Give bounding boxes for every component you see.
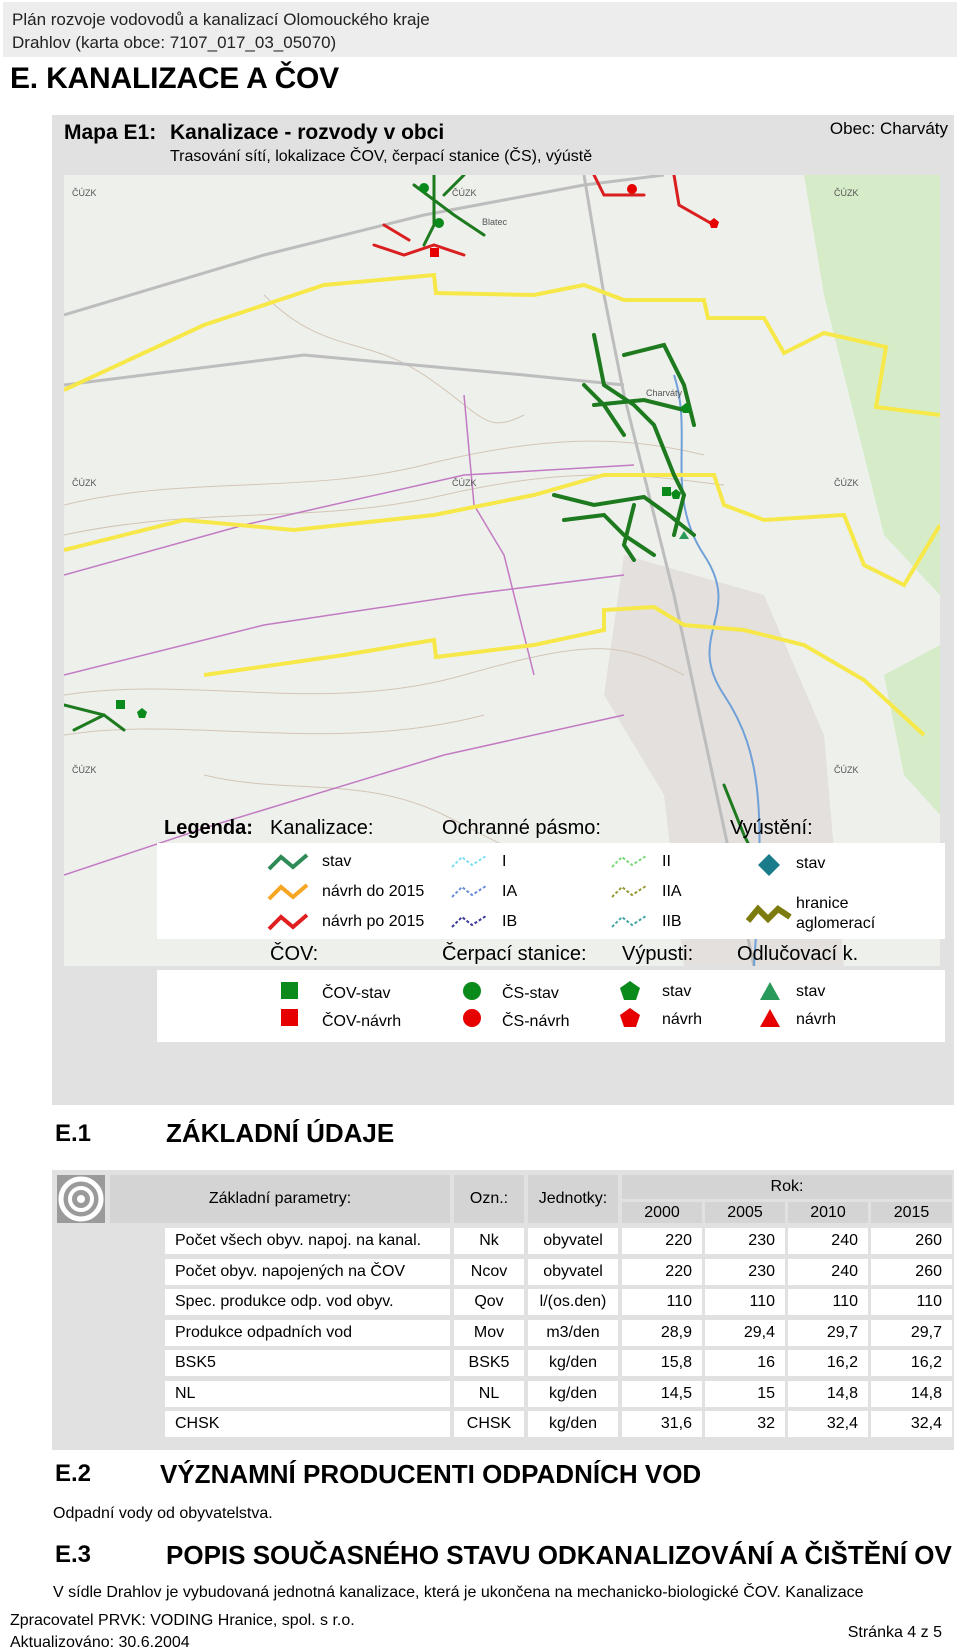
zone-I-icon bbox=[450, 853, 490, 871]
table-cell-ozn: Ncov bbox=[454, 1259, 524, 1285]
zone-IIB-icon bbox=[610, 913, 650, 931]
separator-existing-icon bbox=[759, 981, 781, 1001]
legend-vyusteni-heading: Vyústění: bbox=[730, 817, 813, 839]
section-e2-title: VÝZNAMNÍ PRODUCENTI ODPADNÍCH VOD bbox=[160, 1459, 702, 1489]
legend-pump-proposed: ČS-návrh bbox=[502, 1013, 570, 1030]
table-cell-v1: 16 bbox=[705, 1350, 785, 1376]
legend-zone-IA: IA bbox=[502, 883, 518, 900]
table-cell-v1: 29,4 bbox=[705, 1320, 785, 1346]
footer-processor: Zpracovatel PRVK: VODING Hranice, spol. s r.o. bbox=[10, 1612, 355, 1629]
table-cell-unit: obyvatel bbox=[528, 1228, 618, 1254]
table-cell-v3: 110 bbox=[871, 1289, 952, 1315]
table-cell-ozn: BSK5 bbox=[454, 1350, 524, 1376]
legend-sewer-existing: stav bbox=[322, 853, 352, 870]
table-cell-v2: 16,2 bbox=[788, 1350, 868, 1376]
table-cell-param: Spec. produkce odp. vod obyv. bbox=[165, 1289, 450, 1315]
pump-existing-icon bbox=[462, 981, 482, 1001]
table-cell-v3: 260 bbox=[871, 1259, 952, 1285]
legend-wwtp-existing: ČOV-stav bbox=[322, 985, 391, 1002]
legend-pump-existing: ČS-stav bbox=[502, 985, 559, 1002]
map-label-cuzk: ČÚZK bbox=[72, 188, 97, 198]
section-e2-text: Odpadní vody od obyvatelstva. bbox=[53, 1505, 273, 1522]
table-cell-unit: kg/den bbox=[528, 1411, 618, 1437]
legend-zone-IIB: IIB bbox=[662, 913, 682, 930]
map-label-cuzk: ČÚZK bbox=[834, 188, 859, 198]
header-year-2010: 2010 bbox=[788, 1202, 868, 1223]
footer-updated: Aktualizováno: 30.6.2004 bbox=[10, 1634, 190, 1651]
map-subtitle: Trasování sítí, lokalizace ČOV, čerpací stanice (ČS), výústě bbox=[170, 148, 593, 165]
table-cell-v0: 220 bbox=[622, 1228, 702, 1254]
section-e1-title: ZÁKLADNÍ ÚDAJE bbox=[166, 1118, 395, 1148]
municipality-label: Obec: Charváty bbox=[829, 119, 948, 138]
table-cell-ozn: Nk bbox=[454, 1228, 524, 1254]
zone-II-icon bbox=[610, 853, 650, 871]
table-cell-v2: 32,4 bbox=[788, 1411, 868, 1437]
legend-separator-existing: stav bbox=[796, 983, 826, 1000]
legend-cov-heading: ČOV: bbox=[270, 943, 319, 965]
legend-wwtp-proposed: ČOV-návrh bbox=[322, 1013, 402, 1030]
legend-sewer-proposed-2015: návrh do 2015 bbox=[322, 883, 425, 900]
table-cell-param: Počet všech obyv. napoj. na kanal. bbox=[165, 1228, 450, 1254]
legend-vypusti-heading: Výpusti: bbox=[622, 943, 694, 965]
table-cell-unit: obyvatel bbox=[528, 1259, 618, 1285]
agglomeration-boundary-icon bbox=[746, 903, 794, 927]
wwtp-existing-icon bbox=[280, 981, 300, 1001]
table-cell-v2: 110 bbox=[788, 1289, 868, 1315]
legend-discharge-proposed: návrh bbox=[662, 1011, 703, 1028]
header-units: Jednotky: bbox=[528, 1175, 618, 1223]
legend-discharge-existing: stav bbox=[662, 983, 692, 1000]
table-cell-v1: 230 bbox=[705, 1228, 785, 1254]
basic-data-table bbox=[52, 1170, 954, 1450]
table-cell-param: Produkce odpadních vod bbox=[165, 1320, 450, 1346]
legend-outfall-existing: stav bbox=[796, 855, 826, 872]
sewer-existing-icon bbox=[267, 851, 311, 873]
footer-page-number: Stránka 4 z 5 bbox=[847, 1624, 942, 1641]
header-year-2015: 2015 bbox=[871, 1202, 952, 1223]
table-cell-ozn: NL bbox=[454, 1381, 524, 1407]
separator-proposed-icon bbox=[759, 1008, 781, 1028]
table-cell-ozn: Mov bbox=[454, 1320, 524, 1346]
table-cell-v3: 32,4 bbox=[871, 1411, 952, 1437]
table-cell-v0: 28,9 bbox=[622, 1320, 702, 1346]
table-cell-v1: 230 bbox=[705, 1259, 785, 1285]
legend-pasmo-heading: Ochranné pásmo: bbox=[442, 817, 601, 839]
legend-kanalizace-heading: Kanalizace: bbox=[270, 817, 374, 839]
legend-pump-heading: Čerpací stanice: bbox=[442, 943, 587, 965]
map-label-cuzk: ČÚZK bbox=[834, 765, 859, 775]
header-year-2005: 2005 bbox=[705, 1202, 785, 1223]
table-cell-v3: 14,8 bbox=[871, 1381, 952, 1407]
table-cell-v3: 29,7 bbox=[871, 1320, 952, 1346]
map-label-cuzk: ČÚZK bbox=[72, 478, 97, 488]
discharge-existing-icon bbox=[619, 980, 641, 1002]
table-cell-param: NL bbox=[165, 1381, 450, 1407]
legend-zone-II: II bbox=[662, 853, 671, 870]
discharge-proposed-icon bbox=[619, 1007, 641, 1029]
table-cell-v2: 240 bbox=[788, 1228, 868, 1254]
sewer-proposed-after-2015-icon bbox=[267, 911, 311, 933]
section-e2-number: E.2 bbox=[55, 1460, 92, 1487]
table-cell-v2: 29,7 bbox=[788, 1320, 868, 1346]
table-cell-v2: 14,8 bbox=[788, 1381, 868, 1407]
table-cell-unit: l/(os.den) bbox=[528, 1289, 618, 1315]
table-cell-v2: 240 bbox=[788, 1259, 868, 1285]
table-cell-unit: kg/den bbox=[528, 1381, 618, 1407]
legend-separator-proposed: návrh bbox=[796, 1011, 837, 1028]
table-cell-v3: 16,2 bbox=[871, 1350, 952, 1376]
header-abbrev: Ozn.: bbox=[454, 1175, 524, 1223]
table-cell-ozn: Qov bbox=[454, 1289, 524, 1315]
legend-sewer-proposed-after-2015: návrh po 2015 bbox=[322, 913, 425, 930]
section-e3-title: POPIS SOUČASNÉHO STAVU ODKANALIZOVÁNÍ A ČIŠTĚNÍ OV bbox=[166, 1540, 952, 1570]
table-cell-param: BSK5 bbox=[165, 1350, 450, 1376]
outfall-existing-icon bbox=[757, 853, 781, 877]
zone-IIA-icon bbox=[610, 883, 650, 901]
table-cell-param: Počet obyv. napojených na ČOV bbox=[165, 1259, 450, 1285]
legend-agglomeration-line1: hranice bbox=[796, 895, 849, 912]
zone-IB-icon bbox=[450, 913, 490, 931]
header-year-2000: 2000 bbox=[622, 1202, 702, 1223]
map-label-cuzk: ČÚZK bbox=[452, 478, 477, 488]
wwtp-proposed-icon bbox=[280, 1008, 300, 1028]
table-cell-v0: 110 bbox=[622, 1289, 702, 1315]
zone-IA-icon bbox=[450, 883, 490, 901]
table-cell-v0: 31,6 bbox=[622, 1411, 702, 1437]
table-cell-unit: kg/den bbox=[528, 1350, 618, 1376]
table-cell-unit: m3/den bbox=[528, 1320, 618, 1346]
map-label-cuzk: ČÚZK bbox=[72, 765, 97, 775]
map-label-blatec: Blatec bbox=[482, 217, 508, 227]
map-label-cuzk: ČÚZK bbox=[834, 478, 859, 488]
table-cell-v1: 32 bbox=[705, 1411, 785, 1437]
table-cell-v0: 220 bbox=[622, 1259, 702, 1285]
sewer-proposed-2015-icon bbox=[267, 881, 311, 903]
table-cell-v1: 110 bbox=[705, 1289, 785, 1315]
header-line-1: Plán rozvoje vodovodů a kanalizací Olomouckého kraje bbox=[12, 10, 430, 29]
map-name: Kanalizace - rozvody v obci bbox=[170, 121, 445, 144]
header-year: Rok: bbox=[622, 1175, 952, 1199]
main-title: E. KANALIZACE A ČOV bbox=[10, 62, 339, 95]
map-label-charvaty: Charváty bbox=[646, 388, 683, 398]
legend-zone-IB: IB bbox=[502, 913, 518, 930]
map-label: Mapa E1: bbox=[64, 121, 157, 144]
legend-zone-IIA: IIA bbox=[662, 883, 682, 900]
map-panel bbox=[52, 115, 954, 1105]
legend-separator-heading: Odlučovací k. bbox=[737, 943, 859, 965]
table-cell-v0: 14,5 bbox=[622, 1381, 702, 1407]
section-e3-number: E.3 bbox=[55, 1541, 92, 1568]
table-cell-v1: 15 bbox=[705, 1381, 785, 1407]
document-header bbox=[3, 2, 957, 57]
table-cell-ozn: CHSK bbox=[454, 1411, 524, 1437]
pump-proposed-icon bbox=[462, 1008, 482, 1028]
map-label-cuzk: ČÚZK bbox=[452, 188, 477, 198]
legend-agglomeration-line2: aglomerací bbox=[796, 915, 876, 932]
table-cell-param: CHSK bbox=[165, 1411, 450, 1437]
legend-title: Legenda: bbox=[164, 817, 253, 839]
header-params: Základní parametry: bbox=[110, 1175, 450, 1223]
table-cell-v3: 260 bbox=[871, 1228, 952, 1254]
legend-zone-I: I bbox=[502, 853, 507, 870]
section-e1-number: E.1 bbox=[55, 1120, 92, 1147]
section-e3-text: V sídle Drahlov je vybudovaná jednotná kanalizace, která je ukončena na mechanicko-biologické ČOV. Kanalizace bbox=[53, 1584, 864, 1601]
target-icon bbox=[57, 1175, 105, 1223]
table-cell-v0: 15,8 bbox=[622, 1350, 702, 1376]
header-line-2: Drahlov (karta obce: 7107_017_03_05070) bbox=[12, 33, 337, 52]
legend-box-points bbox=[157, 970, 945, 1042]
